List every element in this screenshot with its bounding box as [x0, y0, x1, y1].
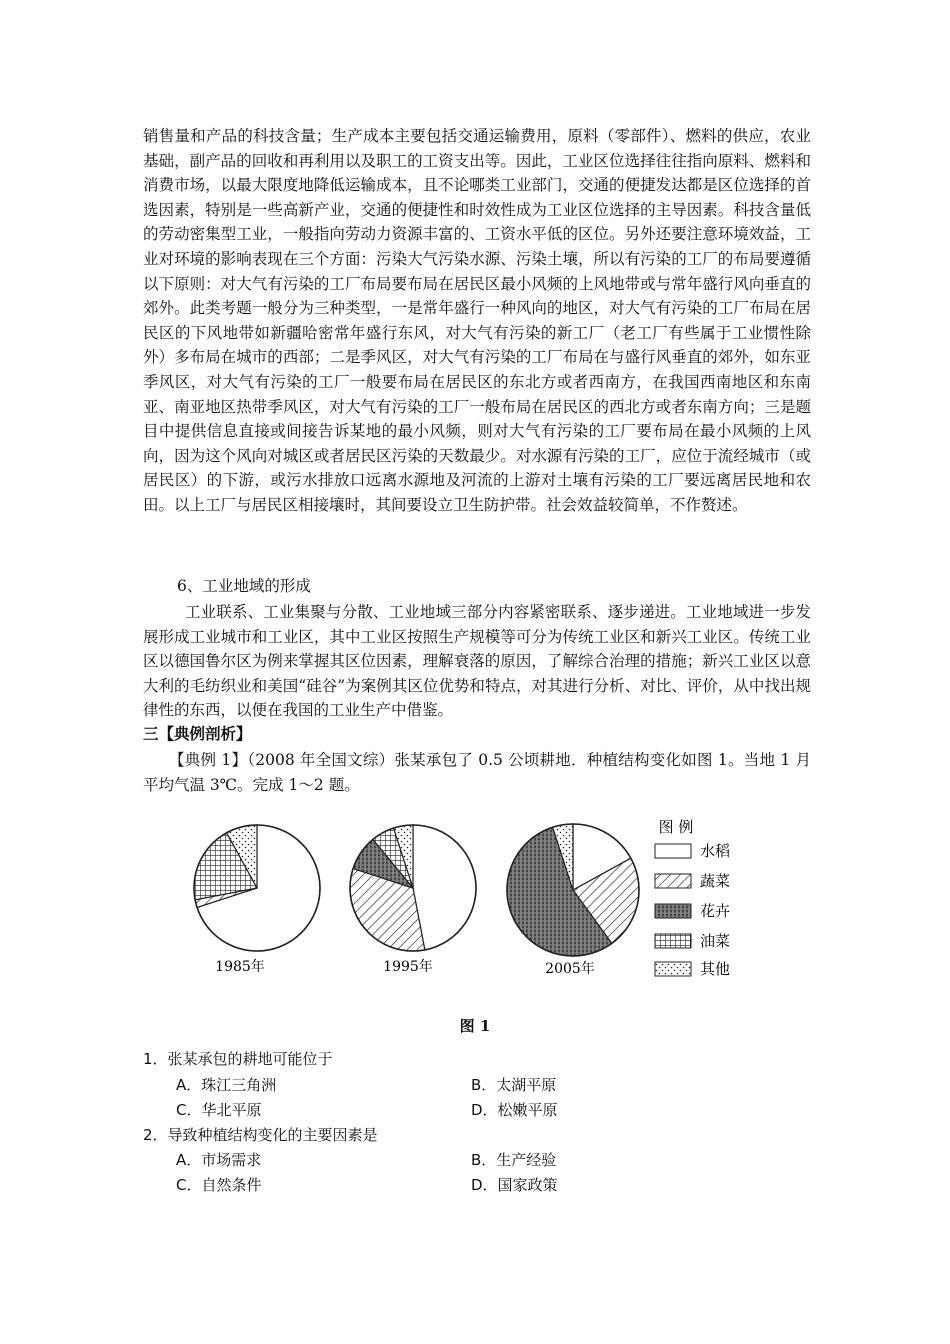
pie-slice-1995年-rice [413, 825, 476, 950]
legend-title: 图 例 [658, 818, 694, 836]
question-2-option-d: D．国家政策 [471, 1176, 558, 1194]
question-2-option-b: B．生产经验 [471, 1151, 557, 1169]
legend-label-rice: 水稻 [700, 842, 731, 860]
question-2-option-a: A．市场需求 [176, 1151, 262, 1169]
pie-label-1985: 1985年 [215, 959, 265, 975]
pie-label-2005: 2005年 [545, 961, 595, 977]
pie-label-1995: 1995年 [383, 959, 433, 975]
legend-swatch-rapeseed [655, 934, 691, 948]
legend-swatch-flowers [655, 904, 691, 918]
figure-caption: 图 1 [459, 1017, 491, 1035]
legend-label-vegetables: 蔬菜 [700, 872, 731, 890]
question-1-option-a: A．珠江三角洲 [176, 1076, 277, 1094]
section-heading-examples: 三【典例剖析】 [143, 724, 252, 743]
legend [655, 818, 730, 978]
question-1-option-c: C．华北平原 [176, 1101, 262, 1119]
question-1-option-b: B．太湖平原 [471, 1076, 557, 1094]
question-2-stem: 2．导致种植结构变化的主要因素是 [143, 1126, 378, 1144]
paragraph-industrial-location: 销售量和产品的科技含量；生产成本主要包括交通运输费用，原料（零部件）、燃料的供应，农业基础，副产品的回收和再利用以及职工的工资支出等。因此，工业区位选择往往指向原料、燃料和消费市场，以最大限度地降低运输成本，且不论哪类工业部门，交通的便捷发达都是区位选择的首选因素，特别是一些高新产业，交通的便捷性和时效性成为工业区位选择的主导因素。科技含量低的劳动密集型工业，一般指向劳动力资源丰富的、工资水平低的区位。另外还要注意环境效益，工业对环境的影响表现在三个方面：污染大气污染水源、污染土壤，所以有污染的工厂的布局要遵循以下原则：对大气有污染的工厂布局要布局在居民区最小风频的上风地带或与常年盛行风向垂直的郊外。此类考题一般分为三种类型，一是常年盛行一种风向的地区，对大气有污染的工厂布局在居民区的下风地带如新疆哈密常年盛行东风，对大气有污染的新工厂（老工厂有些属于工业惯性除外）多布局在城市的西部；二是季风区，对大气有污染的工厂布局在与盛行风垂直的郊外，如东亚季风区，对大气有污染的工厂一般要布局在居民区的东北方或者西南方，在我国西南地区和东南亚、南亚地区热带季风区，对大气有污染的工厂一般布局在居民区的西北方或者东南方向；三是题目中提供信息直接或间接告诉某地的最小风频，则对大气有污染的工厂要布局在最小风频的上风向，因为这个风向对城区或者居民区污染的天数最少。对水源有污染的工厂，应位于流经城市（或居民区）的下游，或污水排放口远离水源地及河流的上游对土壤有污染的工厂要远离居民地和农田。以上工厂与居民区相接壤时，其间要设立卫生防护带。社会效益较简单，不作赘述。 [143, 127, 811, 514]
pie-charts [194, 824, 639, 956]
question-1-option-d: D．松嫩平原 [471, 1101, 558, 1119]
section-heading-industrial-region: 6、工业地域的形成 [177, 577, 311, 595]
legend-swatch-other [655, 962, 691, 976]
paragraph-example-1: 【典例 1】（2008 年全国文综）张某承包了 0.5 公顷耕地．种植结构变化如图 1。当地 1 月平均气温 3℃。完成 1～2 题。 [143, 751, 811, 794]
paragraph-industrial-region: 工业联系、工业集聚与分散、工业地域三部分内容紧密联系、逐步递进。工业地域进一步发展形成工业城市和工业区，其中工业区按照生产规模等可分为传统工业区和新兴工业区。传统工业区以德国鲁尔区为例来掌握其区位因素，理解衰落的原因，了解综合治理的措施；新兴工业区以意大利的毛纺织业和美国“硅谷”为案例其区位优势和特点，对其进行分析、对比、评价，从中找出规律性的东西，以便在我国的工业生产中借鉴。 [143, 603, 811, 720]
legend-label-rapeseed: 油菜 [700, 932, 731, 950]
legend-label-other: 其他 [700, 960, 731, 978]
legend-swatch-vegetables [655, 874, 691, 888]
question-1-stem: 1．张某承包的耕地可能位于 [143, 1050, 333, 1068]
legend-label-flowers: 花卉 [700, 902, 731, 920]
legend-swatch-rice [655, 844, 691, 858]
question-2-option-c: C．自然条件 [176, 1176, 262, 1194]
pie-chart-figure [190, 810, 750, 985]
